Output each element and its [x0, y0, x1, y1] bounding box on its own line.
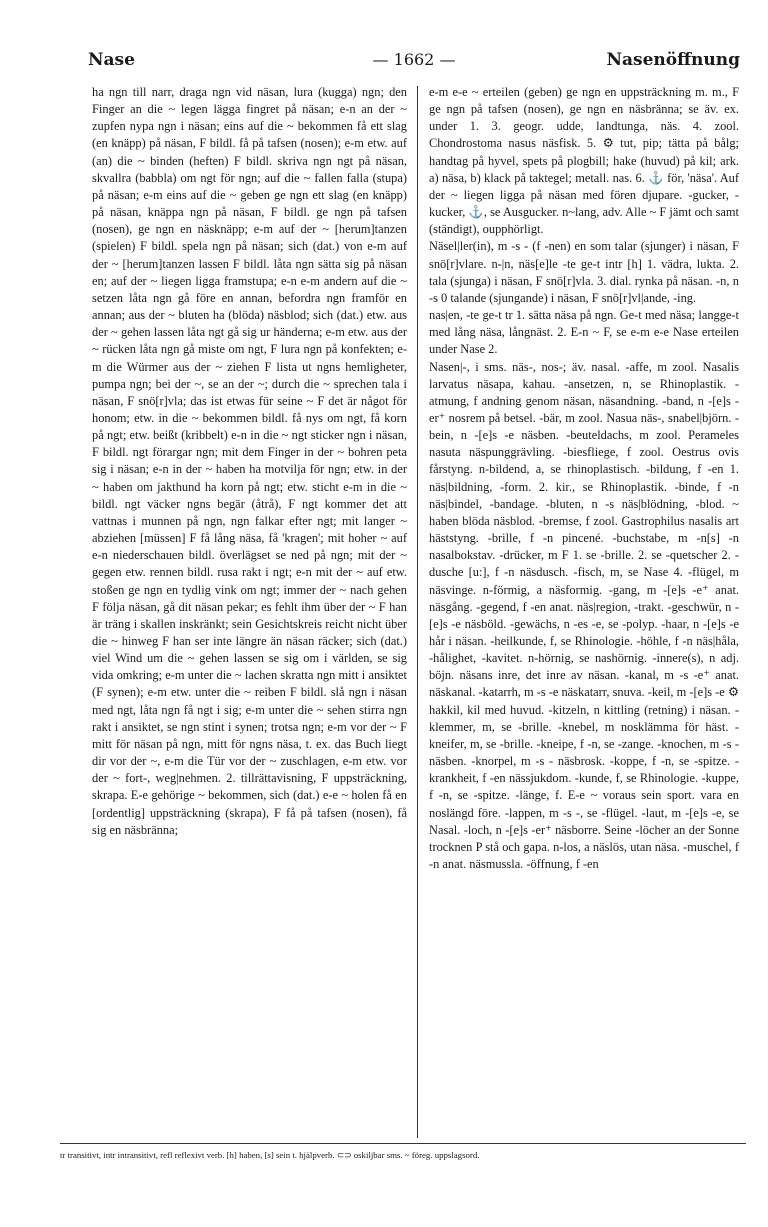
entry-nasen-verb: nas|en, -te ge-t tr 1. sätta näsa på ngn. Ge-t med näsa; langge-t med lång näsa, långnäst. 2. E-n ~ F, se e-m e-e Nase erteilen under Nase 2. [429, 308, 739, 357]
right-column [429, 84, 739, 1144]
abbreviation-legend: tr transitivt, intr intransitivt, refl reflexivt verb. [h] haben, [s] sein t. hjälpverb. ⊂⊃ oskiljbar sms. ~ föreg. uppslagsord. [60, 1150, 480, 1160]
left-column [92, 84, 407, 1144]
page-number: — 1662 — [372, 50, 456, 69]
footer-rule [60, 1143, 746, 1144]
left-column-text: ha ngn till narr, draga ngn vid näsan, lura (kugga) ngn; den Finger an die ~ legen lägga fingret på näsan; e-n an der ~ zupfen nypa ngn i näsan; eins auf die ~ bekommen få ett slag (en knäpp) på näsan, F bildl. få på tafsen (nosen); e-m etw. auf (an) die ~ binden (heften) F bildl. skriva ngn ngt på näsan, skvallra (babbla) om ngt för ngn; auf die ~ fallen falla (stupa) på näsan; e-m eins auf die ~ geben ge ngn ett slag (en knäpp) på näsan, knäppa ngn på näsan, F bildl. ge ngn på tafsen (nosen), ge ngn en näsknäpp; e-m auf der ~ [herum]tanzen (spielen) F bildl. spela ngn på näsan; sich (dat.) von e-m auf der ~ [herum]tanzen lassen F bildl. låta ngn sätta sig på näsan en; auf der ~ liegen ligga framstupa; e-n e-m andern auf die ~ setzen låta ngn gå före en annan, befordra ngn framför en annan; aus der ~ bluten ha (blöda) näsblod; sich (dat.) etw. aus der ~ gehen lassen låta ngt gå sig ur händerna; e-m etw. aus der ~ rücken låta ngn gå miste om ngt, F lura ngn på konfekten; e-m die Würmer aus der ~ ziehen F lista ut ngns hemligheter, pumpa ngn; bei der ~, se an der ~; durch die ~ sprechen tala i näsan, F snö[r]vla; das ist etwas für seine ~ F det är något för honom; etw. in die ~ bekommen bildl. få nys om ngt, få korn på ngt; etw. beißt (kribbelt) e-n in die ~ ngt sticker ngn i näsan, F bildl. ngt förargar ngn; mit dem Finger in der ~ bohren peta sig i näsan; e-n in der ~ haben ha motvilja för ngn; etw. in der ~ haben om jakthund ha korn på ngt; etw. sticht e-m in die ~ bildl. ngt väcker ngns begär (åtrå), F ngt kommer det att vattnas i munnen på ngn, ngn falkar efter ngt; mit langer ~ abziehen [müssen] F få lång näsa, få 'kragen'; mit hoher ~ auf e-n niederschauen bildl. överlägset se ned på ngn; mit der ~ gegen etw. rennen bildl. rusa rakt i ngt; e-n mit der ~ auf etw. stoßen ge ngn en tydlig vink om ngt; immer der ~ nach gehen F följa näsan, gå dit näsan pekar; es fehlt ihm über der ~ F han är träng i skallen inskränkt; sein Gesichtskreis reicht nicht über die ~ hinweg F han ser inte längre än näsan räcker; sich (dat.) viel Wind um die ~ gehen lassen se sig om i världen, se sig vida omkring; e-m unter die ~ lachen skratta ngn mitt i ansiktet (F synen); e-m etw. unter die ~ reiben F bildl. slå ngn i näsan med ngt, låta ngn få ngt i sig; e-m unter die ~ sehen stirra ngn rakt i ansiktet, se ngn stint i synen; trotsa ngn; e-m vor der ~ F mitt för näsan på ngn, mitt för ngns näsa, t. ex. das Buch liegt dir vor der ~, e-m die Tür vor der ~ zuschlagen, e-m etw. vor der ~ fort-, weg|nehmen. 2. tillrättavisning, F uppsträckning, skrapa. E-e gehörige ~ bekommen, sich (dat.) e-e ~ holen få en [ordentlig] uppsträckning (skrapa), F få på tafsen (nosen), få sig en näsbränna; [92, 85, 407, 837]
header-left-word: Nase [88, 50, 135, 70]
column-divider [417, 86, 418, 1138]
page-header [88, 50, 740, 72]
header-right-word: Nasenöffnung [606, 50, 740, 70]
entry-naseler: Näsel|ler(in), m -s - (f -nen) en som talar (sjunger) i näsan, F snö[r]vlare. n-|n, näs[e]le -te ge-t intr [h] 1. vädra, lukta. 2. tala (sjunga) i näsan, F snö[r]vla. 3. dial. rynka på näsan. -n, n -s 0 talande (sjungande) i näsan, F snö[r]vl|ande, -ing. [429, 239, 739, 305]
entry-nasen-compounds: Nasen|-, i sms. näs-, nos-; äv. nasal. -affe, m zool. Nasalis larvatus näsapa, kahau. -ansetzen, n, se Rhinoplastik. -atmung, f andning genom näsan, näsandning. -band, n -[e]s -er⁺ nosrem på betsel. -bär, m zool. Nasua näs-, snabel|björn. -bein, n -[e]s -e näsben. -beuteldachs, m zool. Perameles nasuta näspunggrävling. -biesfliege, f zool. Oestrus ovis fårstyng. n-bildend, a, se rhinoplastisch. -bildung, f -en 1. näs|bildning, -form. 2. kir., se Rhinoplastik. -binde, f -n näs|bindel, -bandage. -bluten, n -s näs|blödning, -blod. ~ haben blöda näsblod. -bremse, f zool. Gastrophilus nasalis art häststyng. -brille, f -n pincené. -buchstabe, m -n[s] -n nasalbokstav. -drücker, m F 1. se -brille. 2. se -quetscher 2. -dusche [u:], f -n näsdusch. -fisch, m, se Nase 4. -flügel, m näsvinge. n-förmig, a näsformig. -gang, m -[e]s -e⁺ anat. näsgång. -gegend, f -en anat. näs|region, -trakt. -geschwür, n -[e]s -e näsböld. -gewächs, n -es -e, se -polyp. -haar, n -[e]s -e hår i näsan. -heilkunde, f, se Rhinologie. -höhle, f -n näs|håla, -hålighet, -kavitet. n-hörnig, se nashörnig. -innere(s), n adj. böjn. näsans inre, det inre av näsan. -kanal, m -s -e⁺ anat. näskanal. -katarrh, m -s -e näskatarr, snuva. -keil, m -[e]s -e ⚙ hakkil, kil med huvud. -kitzeln, n kittling (retning) i näsan. -klemmer, m, se -brille. -knebel, m nosklämma för häst. -kneifer, m, se -brille. -kneipe, f -n, se -zange. -knochen, m -s - näsben. -knorpel, m -s - näsbrosk. -koppe, f -n, se -spitze. -krankheit, f -en nässjukdom. -kunde, f, se Rhinologie. -kuppe, f -n, se -spitze. -länge, f. E-e ~ voraus sein sport. vara en noslängd före. -lappen, m -s -, se -flügel. -laut, m -[e]s -e, se Nasal. -loch, n -[e]s -er⁺ näsborre. Seine -löcher an der Sonne trocknen P stå och gapa. n-los, a näslös, utan näsa. -muschel, f -n anat. näsmussla. -öffnung, f -en [429, 359, 739, 872]
entry-nase-continued: e-m e-e ~ erteilen (geben) ge ngn en uppsträckning m. m., F ge ngn på tafsen (nosen), ge ngn en näsbränna; se äv. ex. under 1. 3. geogr. udde, landtunga, näs. 4. zool. Chondrostoma nasus näsfisk. 5. ⚙ tut, pip; tätta på bålg; handtag på hyvel, spets på plogbill; hake (huvud) på kil; ark. a) näsa, b) klack på taktegel; metall. nas. 6. ⚓ för, 'näsa'. Auf der ~ liegen ligga på näsan med fören djupare. -gucker, -kucker, ⚓, se Ausgucker. n~lang, adv. Alle ~ F jämt och samt (ständigt), oupphörligt. [429, 85, 739, 237]
